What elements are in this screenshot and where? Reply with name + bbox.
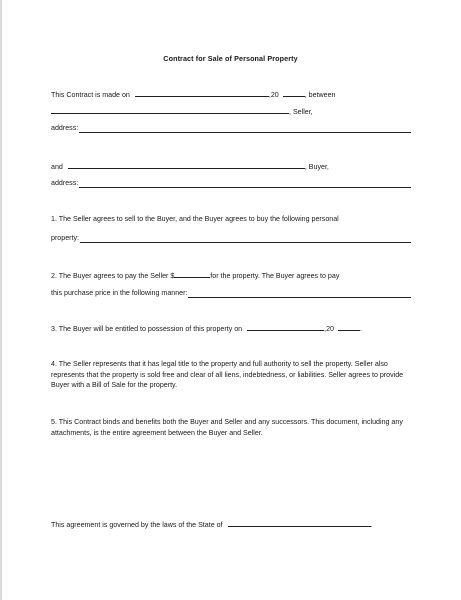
- payment-manner-field[interactable]: [188, 290, 411, 298]
- year-prefix: ,20: [268, 91, 279, 99]
- and-label: and: [51, 163, 63, 171]
- possession-year-field[interactable]: [338, 323, 360, 331]
- clause-4-text: 4. The Seller represents that it has legal title to the property and full authority to sell the property. Seller also represents that the property is sold free and clear of all liens, indebtedness, or liabilities. Seller agrees to provide Buyer with a Bill of Sale for the property.: [51, 360, 404, 389]
- contract-year-field[interactable]: [283, 89, 305, 97]
- seller-name-field[interactable]: [51, 106, 289, 114]
- made-on-label: This Contract is made on: [51, 91, 130, 99]
- document-title: Contract for Sale of Personal Property: [163, 54, 298, 63]
- property-description-field[interactable]: [80, 235, 411, 243]
- clause-2-text-a: 2. The Buyer agrees to pay the Seller $: [51, 272, 175, 280]
- clause-3-end: .: [359, 325, 362, 333]
- clause-3-year-prefix: ,20: [324, 325, 334, 333]
- clause-5-text: 5. This Contract binds and benefits both the Buyer and Seller and any successors. This document, including any attachments, is the entire agreement between the Buyer and Seller.: [51, 418, 403, 437]
- clause-2-price-line: [51, 270, 411, 281]
- clause-3-text: 3. The Buyer will be entitled to possession of this property on: [51, 325, 243, 333]
- seller-address-field[interactable]: [79, 125, 411, 133]
- property-label: property:: [51, 234, 79, 242]
- clause-2-text-b: for the property. The Buyer agrees to pay: [210, 272, 340, 280]
- contract-date-field[interactable]: [135, 89, 269, 97]
- purchase-price-field[interactable]: [174, 270, 210, 278]
- buyer-address-line: [51, 179, 411, 188]
- governing-law-text: This agreement is governed by the laws of the State of: [51, 521, 223, 529]
- seller-address-line: [51, 124, 411, 133]
- buyer-address-field[interactable]: [79, 180, 411, 188]
- buyer-name-line: [51, 161, 411, 172]
- governing-law-line: [51, 519, 411, 530]
- page-edge: [0, 0, 2, 600]
- between-label: , between: [304, 91, 336, 99]
- clause-1-text: 1. The Seller agrees to sell to the Buyer, and the Buyer agrees to buy the following personal: [51, 215, 339, 223]
- clause-3-line: [51, 323, 411, 334]
- clause-1-property-line: [51, 234, 411, 243]
- buyer-name-field[interactable]: [68, 161, 305, 169]
- state-field[interactable]: [228, 519, 371, 527]
- governing-law-end: .: [370, 521, 373, 529]
- seller-suffix: , Seller,: [289, 108, 313, 116]
- possession-date-field[interactable]: [247, 323, 324, 331]
- payment-manner-label: this purchase price in the following manner:: [51, 289, 188, 297]
- buyer-suffix: , Buyer,: [304, 163, 329, 171]
- seller-address-label: address:: [51, 124, 79, 132]
- buyer-address-label: address:: [51, 179, 79, 187]
- seller-name-line: [51, 106, 411, 117]
- intro-date-line: [51, 89, 411, 100]
- clause-2-manner-line: [51, 289, 411, 298]
